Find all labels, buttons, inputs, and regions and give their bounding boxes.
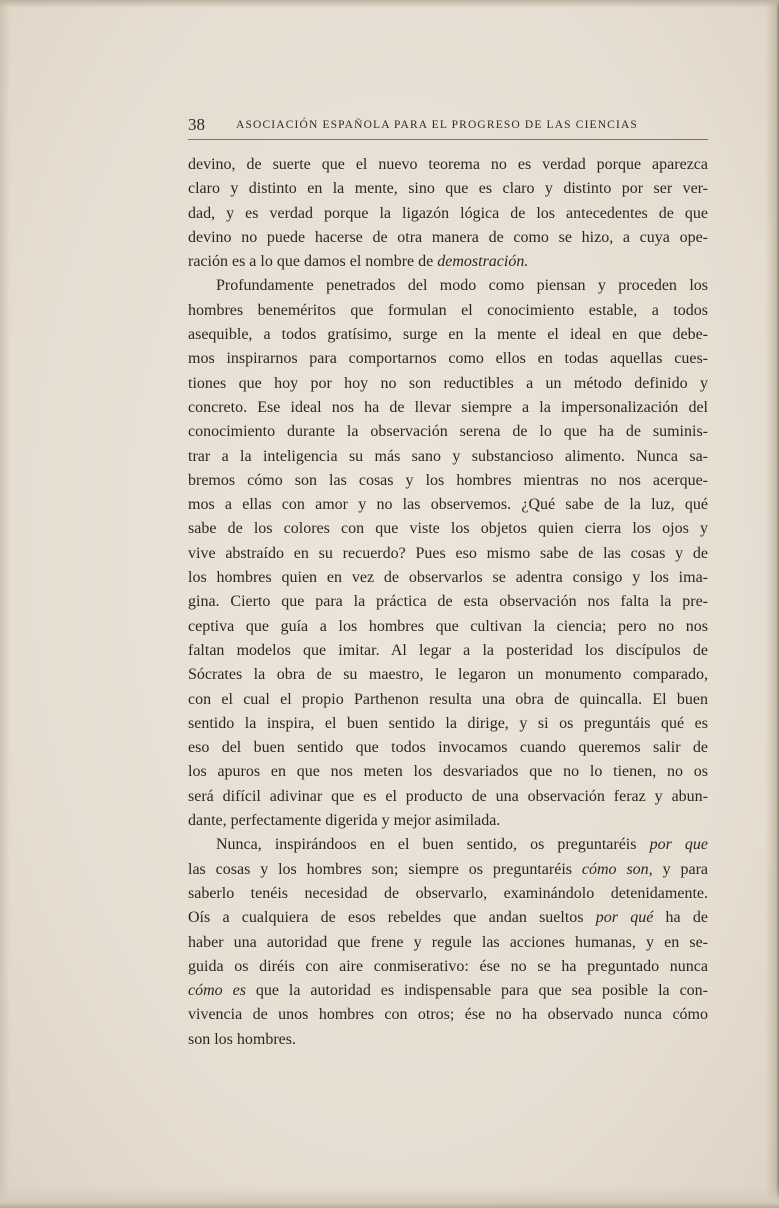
italic-text: por que — [649, 836, 709, 854]
page-edge-left — [0, 0, 10, 1208]
text-segment: dante, perfectamente digerida y mejor asimilada. — [188, 812, 501, 830]
text-line — [188, 809, 708, 833]
text-line — [188, 372, 708, 396]
text-line — [188, 396, 708, 420]
text-line — [188, 858, 708, 882]
text-line — [188, 615, 708, 639]
text-line — [188, 882, 708, 906]
text-segment: haber una autoridad que frene y regule las acciones humanas, y en se- — [188, 933, 708, 951]
text-line — [188, 274, 708, 298]
page-edge-bottom — [0, 1186, 779, 1208]
text-segment: los apuros en que nos meten los desvariados que no lo tienen, no os — [188, 763, 708, 781]
text-segment: ceptiva que guía a los hombres que cultivan la ciencia; pero no nos — [188, 617, 708, 635]
text-segment: ración es a lo que damos el nombre de — [188, 253, 438, 271]
text-segment: devino no puede hacerse de otra manera de como se hizo, a cuya ope- — [188, 228, 708, 246]
text-segment: mos inspirarnos para comportarnos como ellos en todas aquellas cues- — [188, 350, 708, 368]
text-segment: sabe de los colores con que viste los objetos quien cierra los ojos y — [188, 520, 708, 538]
text-segment: vive abstraído en su recuerdo? Pues eso mismo sabe de las cosas y de — [188, 544, 708, 562]
text-segment: devino, de suerte que el nuevo teorema no es verdad porque aparezca — [188, 156, 708, 173]
text-line — [188, 420, 708, 444]
text-line — [188, 445, 708, 469]
text-line — [188, 323, 708, 347]
text-segment: tiones que hoy por hoy no son reductibles a un método definido y — [188, 374, 708, 392]
text-line — [188, 955, 708, 979]
text-line — [188, 931, 708, 955]
text-line — [188, 517, 708, 541]
text-segment: será difícil adivinar que es el producto de una observación feraz y abun- — [188, 787, 708, 805]
text-line — [188, 493, 708, 517]
text-line — [188, 833, 708, 857]
text-segment: las cosas y los hombres son; siempre os preguntaréis — [188, 860, 582, 878]
italic-text: demostración. — [437, 253, 529, 271]
text-segment: mos a ellas con amor y no las observemos. ¿Qué sabe de la luz, qué — [188, 496, 708, 514]
text-segment: conocimiento durante la observación serena de lo que ha de suminis- — [188, 423, 708, 441]
text-segment: bremos cómo son las cosas y los hombres mientras no nos acerque- — [188, 471, 708, 489]
text-segment: dad, y es verdad porque la ligazón lógica de los antecedentes de que — [188, 204, 708, 222]
text-line — [188, 1003, 708, 1027]
text-segment: sentido la inspira, el buen sentido la dirige, y si os preguntáis qué es — [188, 714, 708, 732]
text-segment: son los hombres. — [188, 1030, 296, 1048]
body-text — [188, 153, 708, 1052]
text-line — [188, 760, 708, 784]
text-line — [188, 250, 708, 274]
text-line — [188, 979, 708, 1003]
italic-text: por qué — [595, 909, 654, 927]
italic-text: cómo es — [188, 982, 246, 1000]
text-line — [188, 1028, 708, 1052]
text-line — [188, 590, 708, 614]
text-line — [188, 226, 708, 250]
text-segment: gina. Cierto que para la práctica de esta observación nos falta la pre- — [188, 593, 708, 611]
text-line — [188, 202, 708, 226]
text-segment: guida os diréis con aire conmiserativo: ése no se ha preguntado nunca — [188, 957, 708, 975]
text-line — [188, 712, 708, 736]
text-segment: concreto. Ese ideal nos ha de llevar siempre a la impersonalización del — [188, 398, 708, 416]
text-segment: faltan modelos que imitar. Al legar a la posteridad los discípulos de — [188, 641, 708, 659]
text-line — [188, 736, 708, 760]
text-segment: los hombres quien en vez de observarlos se adentra consigo y los ima- — [188, 569, 708, 587]
running-title: ASOCIACIÓN ESPAÑOLA PARA EL PROGRESO DE LAS CIENCIAS — [236, 119, 638, 131]
text-segment: trar a la inteligencia su más sano y substancioso alimento. Nunca sa- — [188, 447, 708, 465]
text-line — [188, 347, 708, 371]
text-line — [188, 663, 708, 687]
italic-text: cómo son, — [581, 860, 653, 878]
text-segment: Profundamente penetrados del modo como piensan y proceden los — [216, 277, 708, 295]
text-segment: Sócrates la obra de su maestro, le legaron un monumento comparado, — [188, 666, 708, 684]
text-segment: y para — [652, 860, 708, 878]
text-segment: vivencia de unos hombres con otros; ése no ha observado nunca cómo — [188, 1006, 708, 1024]
text-line — [188, 688, 708, 712]
text-segment: Nunca, inspirándoos en el buen sentido, os preguntaréis — [216, 836, 650, 854]
text-segment: claro y distinto en la mente, sino que es claro y distinto por ser ver- — [188, 180, 708, 198]
text-segment: eso del buen sentido que todos invocamos cuando queremos salir de — [188, 739, 708, 757]
page-edge-right — [765, 0, 779, 1208]
text-line — [188, 542, 708, 566]
text-line — [188, 299, 708, 323]
text-line — [188, 566, 708, 590]
text-segment: Oís a cualquiera de esos rebeldes que andan sueltos — [188, 909, 596, 927]
page-edge-top — [0, 0, 779, 8]
text-line — [188, 153, 708, 177]
text-segment: ha de — [653, 909, 708, 927]
text-line — [188, 469, 708, 493]
text-segment: asequible, a todos gratísimo, surge en la mente el ideal en que debe- — [188, 326, 708, 344]
text-line — [188, 177, 708, 201]
text-segment: hombres beneméritos que formulan el conocimiento estable, a todos — [188, 301, 708, 319]
text-segment: que la autoridad es indispensable para que sea posible la con- — [245, 982, 709, 1000]
text-line — [188, 639, 708, 663]
text-line — [188, 906, 708, 930]
text-segment: con el cual el propio Parthenon resulta una obra de quincalla. El buen — [188, 690, 708, 708]
running-header — [188, 113, 708, 140]
page-number: 38 — [188, 115, 205, 134]
text-segment: saberlo tenéis necesidad de observarlo, examinándolo detenidamente. — [188, 884, 708, 902]
text-line — [188, 785, 708, 809]
